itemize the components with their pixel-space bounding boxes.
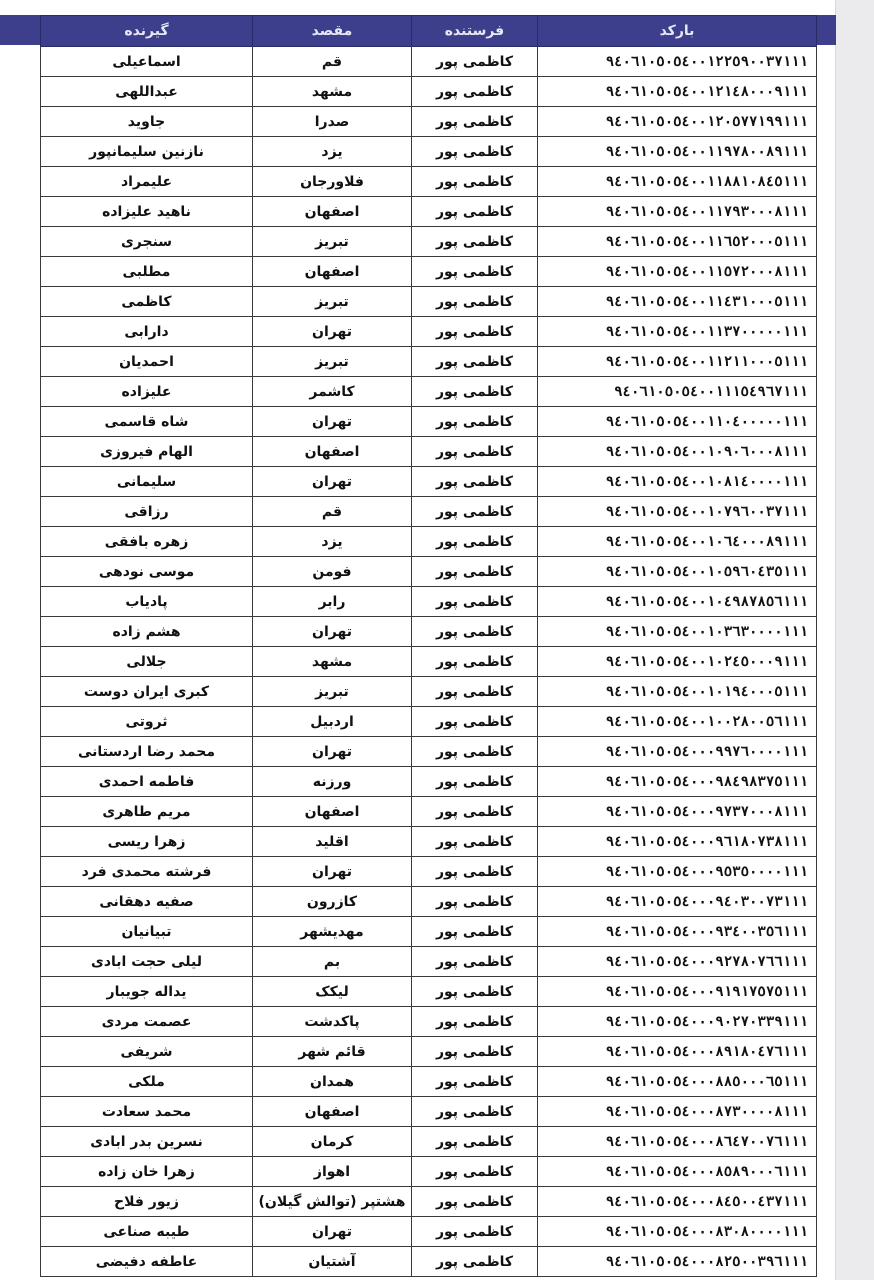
- cell-barcode: [538, 797, 817, 827]
- cell-sender: کاظمی پور: [412, 1247, 538, 1277]
- cell-sender: کاظمی پور: [412, 977, 538, 1007]
- cell-barcode: [538, 437, 817, 467]
- table-row: [41, 137, 817, 167]
- table-row: [41, 1157, 817, 1187]
- cell-barcode: [538, 317, 817, 347]
- barcode-text: ۹٤٠٦١٠٥٠٥٤٠٠٠۹۹٧٦٠٠٠٠١١١: [605, 743, 808, 760]
- cell-receiver: نسرین بدر ابادی: [41, 1127, 253, 1157]
- barcode-text: ۹٤٠٦١٠٥٠٥٤٠٠٠٨٤٥٠٠٤٣٧١١١: [605, 1193, 808, 1210]
- cell-sender: کاظمی پور: [412, 1187, 538, 1217]
- cell-receiver: عصمت مردی: [41, 1007, 253, 1037]
- barcode-text: ۹٤٠٦١٠٥٠٥٤٠٠١٠٧۹٦٠٠٣٧١١١: [605, 503, 808, 520]
- table-row: [41, 467, 817, 497]
- cell-destination: اصفهان: [253, 797, 412, 827]
- shipment-table: [40, 15, 817, 1277]
- cell-receiver: دارابی: [41, 317, 253, 347]
- cell-receiver: کبری ایران دوست: [41, 677, 253, 707]
- cell-sender: کاظمی پور: [412, 287, 538, 317]
- table-row: [41, 497, 817, 527]
- cell-destination: اقلید: [253, 827, 412, 857]
- cell-destination: یزد: [253, 527, 412, 557]
- cell-sender: کاظمی پور: [412, 1097, 538, 1127]
- table-row: [41, 1067, 817, 1097]
- header-row: [41, 16, 817, 47]
- cell-destination: کرمان: [253, 1127, 412, 1157]
- cell-destination: فومن: [253, 557, 412, 587]
- barcode-text: ۹٤٠٦١٠٥٠٥٤٠٠١٠۹٠٦٠٠٠٨١١١: [605, 443, 808, 460]
- cell-barcode: [538, 647, 817, 677]
- cell-sender: کاظمی پور: [412, 317, 538, 347]
- cell-barcode: [538, 857, 817, 887]
- cell-barcode: [538, 467, 817, 497]
- cell-destination: مشهد: [253, 77, 412, 107]
- table-row: [41, 407, 817, 437]
- barcode-text: ۹٤٠٦١٠٥٠٥٤٠٠١١٤٣١٠٠٠٥١١١: [605, 293, 808, 310]
- cell-barcode: [538, 677, 817, 707]
- cell-destination: اصفهان: [253, 257, 412, 287]
- barcode-text: ۹٤٠٦١٠٥٠٥٤٠٠٠۹٣٤٠٠٣٥٦١١١: [605, 923, 808, 940]
- cell-sender: کاظمی پور: [412, 497, 538, 527]
- cell-destination: تبریز: [253, 347, 412, 377]
- cell-destination: تهران: [253, 467, 412, 497]
- cell-receiver: احمدیان: [41, 347, 253, 377]
- cell-sender: کاظمی پور: [412, 647, 538, 677]
- cell-destination: مشهد: [253, 647, 412, 677]
- table-row: [41, 347, 817, 377]
- table-row: [41, 557, 817, 587]
- barcode-text: ۹٤٠٦١٠٥٠٥٤٠٠١٠٢٤٥٠٠٠٩١١١: [605, 653, 808, 670]
- cell-receiver: کاظمی: [41, 287, 253, 317]
- cell-destination: بم: [253, 947, 412, 977]
- table-row: [41, 587, 817, 617]
- barcode-text: ۹٤٠٦١٠٥٠٥٤٠٠١٠٣٦٣٠٠٠٠١١١: [605, 623, 808, 640]
- cell-receiver: موسی نودهی: [41, 557, 253, 587]
- cell-receiver: ملکی: [41, 1067, 253, 1097]
- cell-destination: تبریز: [253, 677, 412, 707]
- cell-receiver: لیلی حجت ابادی: [41, 947, 253, 977]
- table-row: [41, 437, 817, 467]
- barcode-text: ۹٤٠٦١٠٥٠٥٤٠٠٠٨٣٠٨٠٠٠٠١١١: [605, 1223, 808, 1240]
- cell-receiver: علیمراد: [41, 167, 253, 197]
- cell-barcode: [538, 1007, 817, 1037]
- cell-destination: رابر: [253, 587, 412, 617]
- cell-barcode: [538, 977, 817, 1007]
- cell-receiver: زهره بافقی: [41, 527, 253, 557]
- header-destination: مقصد: [253, 16, 412, 47]
- cell-sender: کاظمی پور: [412, 827, 538, 857]
- cell-sender: کاظمی پور: [412, 857, 538, 887]
- cell-barcode: [538, 1247, 817, 1277]
- cell-receiver: ناهید علیزاده: [41, 197, 253, 227]
- cell-barcode: [538, 1037, 817, 1067]
- barcode-text: ۹٤٠٦١٠٥٠٥٤٠٠١١٥٧٢٠٠٠٨١١١: [605, 263, 808, 280]
- cell-sender: کاظمی پور: [412, 947, 538, 977]
- cell-receiver: هشم زاده: [41, 617, 253, 647]
- cell-destination: اصفهان: [253, 1097, 412, 1127]
- cell-barcode: [538, 1067, 817, 1097]
- cell-destination: تهران: [253, 1217, 412, 1247]
- cell-barcode: [538, 617, 817, 647]
- barcode-text: ۹٤٠٦١٠٥٠٥٤٠٠١١٢١١٠٠٠٥١١١: [605, 353, 808, 370]
- barcode-text: ۹٤٠٦١٠٥٠٥٤٠٠٠۹٥٣٥٠٠٠٠١١١: [605, 863, 808, 880]
- cell-receiver: مریم طاهری: [41, 797, 253, 827]
- cell-barcode: [538, 587, 817, 617]
- cell-barcode: [538, 137, 817, 167]
- table-row: [41, 527, 817, 557]
- cell-destination: کاشمر: [253, 377, 412, 407]
- cell-receiver: محمد سعادت: [41, 1097, 253, 1127]
- cell-destination: صدرا: [253, 107, 412, 137]
- table-row: [41, 227, 817, 257]
- barcode-text: ۹٤٠٦١٠٥٠٥٤٠٠٠٨٥٨۹٠٠٠٦١١١: [605, 1163, 808, 1180]
- cell-destination: اهواز: [253, 1157, 412, 1187]
- cell-sender: کاظمی پور: [412, 167, 538, 197]
- cell-barcode: [538, 917, 817, 947]
- cell-receiver: علیزاده: [41, 377, 253, 407]
- cell-sender: کاظمی پور: [412, 887, 538, 917]
- cell-barcode: [538, 737, 817, 767]
- cell-receiver: جاوید: [41, 107, 253, 137]
- cell-sender: کاظمی پور: [412, 1157, 538, 1187]
- table-row: [41, 857, 817, 887]
- barcode-text: ۹٤٠٦١٠٥٠٥٤٠٠٠۹٢٧٨٠٧٦٦١١١: [605, 953, 808, 970]
- cell-sender: کاظمی پور: [412, 377, 538, 407]
- cell-destination: تهران: [253, 407, 412, 437]
- cell-barcode: [538, 557, 817, 587]
- table-row: [41, 1007, 817, 1037]
- cell-barcode: [538, 1157, 817, 1187]
- cell-receiver: صفیه دهقانی: [41, 887, 253, 917]
- cell-destination: تهران: [253, 857, 412, 887]
- table-row: [41, 317, 817, 347]
- barcode-text: ۹٤٠٦١٠٥٠٥٤٠٠٠۹٠٢٧٠٣٣۹١١١: [605, 1013, 808, 1030]
- table-row: [41, 47, 817, 77]
- cell-receiver: زیور فلاح: [41, 1187, 253, 1217]
- cell-barcode: [538, 527, 817, 557]
- table-row: [41, 677, 817, 707]
- table-row: [41, 167, 817, 197]
- cell-sender: کاظمی پور: [412, 767, 538, 797]
- barcode-text: ۹٤٠٦١٠٥٠٥٤٠٠٠٨٧٣٠٠٠٠٨١١١: [605, 1103, 808, 1120]
- barcode-text: ۹٤٠٦١٠٥٠٥٤٠٠٠۹٦١٨٠٧٣٨١١١: [605, 833, 808, 850]
- barcode-text: ۹٤٠٦١٠٥٠٥٤٠٠١٠٥۹٦٠٤٣٥١١١: [605, 563, 808, 580]
- barcode-text: ۹٤٠٦١٠٥٠٥٤٠٠١١٨٨١٠٨٤٥١١١: [605, 173, 808, 190]
- cell-barcode: [538, 497, 817, 527]
- barcode-text: ۹٤٠٦١٠٥٠٥٤٠٠١١٦٥٢٠٠٠٥١١١: [605, 233, 808, 250]
- cell-destination: مهدیشهر: [253, 917, 412, 947]
- barcode-text: ۹٤٠٦١٠٥٠٥٤٠٠١١١٥٤٩٦٧١١١: [614, 383, 808, 400]
- cell-receiver: مطلبی: [41, 257, 253, 287]
- cell-destination: قم: [253, 47, 412, 77]
- table-row: [41, 1187, 817, 1217]
- cell-barcode: [538, 887, 817, 917]
- page-margin: [835, 0, 874, 1280]
- cell-receiver: عبداللهی: [41, 77, 253, 107]
- table-row: [41, 257, 817, 287]
- barcode-text: ۹٤٠٦١٠٥٠٥٤٠٠١١٣٧٠٠٠٠٠١١١: [605, 323, 808, 340]
- cell-sender: کاظمی پور: [412, 677, 538, 707]
- header-sender: فرستنده: [412, 16, 538, 47]
- cell-destination: ورزنه: [253, 767, 412, 797]
- cell-barcode: [538, 77, 817, 107]
- table-row: [41, 1097, 817, 1127]
- barcode-text: ۹٤٠٦١٠٥٠٥٤٠٠١٠٤۹٨٧٨٥٦١١١: [605, 593, 808, 610]
- cell-destination: اصفهان: [253, 197, 412, 227]
- table-row: [41, 797, 817, 827]
- cell-destination: قم: [253, 497, 412, 527]
- cell-sender: کاظمی پور: [412, 197, 538, 227]
- cell-barcode: [538, 47, 817, 77]
- cell-receiver: محمد رضا اردستانی: [41, 737, 253, 767]
- cell-destination: تبریز: [253, 227, 412, 257]
- cell-sender: کاظمی پور: [412, 1007, 538, 1037]
- cell-sender: کاظمی پور: [412, 347, 538, 377]
- cell-barcode: [538, 197, 817, 227]
- cell-destination: تهران: [253, 737, 412, 767]
- table-row: [41, 617, 817, 647]
- cell-destination: فلاورجان: [253, 167, 412, 197]
- cell-sender: کاظمی پور: [412, 257, 538, 287]
- table-row: [41, 377, 817, 407]
- cell-receiver: اسماعیلی: [41, 47, 253, 77]
- barcode-text: ۹٤٠٦١٠٥٠٥٤٠٠١١٩٧٨٠٠٨٩١١١: [605, 143, 808, 160]
- cell-receiver: الهام فیروزی: [41, 437, 253, 467]
- barcode-text: ۹٤٠٦١٠٥٠٥٤٠٠٠۹٧٣٧٠٠٠٨١١١: [605, 803, 808, 820]
- cell-sender: کاظمی پور: [412, 1127, 538, 1157]
- cell-barcode: [538, 227, 817, 257]
- cell-barcode: [538, 407, 817, 437]
- table-row: [41, 647, 817, 677]
- cell-barcode: [538, 1217, 817, 1247]
- cell-destination: کازرون: [253, 887, 412, 917]
- cell-receiver: طیبه صناعی: [41, 1217, 253, 1247]
- cell-receiver: عاطفه دفیضی: [41, 1247, 253, 1277]
- cell-destination: اصفهان: [253, 437, 412, 467]
- cell-sender: کاظمی پور: [412, 557, 538, 587]
- cell-receiver: یداله جویبار: [41, 977, 253, 1007]
- table-row: [41, 107, 817, 137]
- cell-receiver: تبیانیان: [41, 917, 253, 947]
- cell-destination: آشتیان: [253, 1247, 412, 1277]
- cell-sender: کاظمی پور: [412, 437, 538, 467]
- table-row: [41, 1247, 817, 1277]
- cell-receiver: سلیمانی: [41, 467, 253, 497]
- cell-barcode: [538, 827, 817, 857]
- cell-destination: تهران: [253, 317, 412, 347]
- table-row: [41, 737, 817, 767]
- cell-barcode: [538, 377, 817, 407]
- cell-sender: کاظمی پور: [412, 1217, 538, 1247]
- barcode-text: ۹٤٠٦١٠٥٠٥٤٠٠١٢١٤٨٠٠٠٩١١١: [605, 83, 808, 100]
- barcode-text: ۹٤٠٦١٠٥٠٥٤٠٠٠۹١۹١٧٥٧٥١١١: [605, 983, 808, 1000]
- cell-sender: کاظمی پور: [412, 527, 538, 557]
- table-row: [41, 1037, 817, 1067]
- cell-barcode: [538, 1127, 817, 1157]
- cell-sender: کاظمی پور: [412, 227, 538, 257]
- cell-sender: کاظمی پور: [412, 137, 538, 167]
- cell-destination: لیکک: [253, 977, 412, 1007]
- cell-barcode: [538, 167, 817, 197]
- cell-barcode: [538, 287, 817, 317]
- cell-barcode: [538, 947, 817, 977]
- barcode-text: ۹٤٠٦١٠٥٠٥٤٠٠١٢٠٥٧٧١٩٩١١١: [605, 113, 808, 130]
- barcode-text: ۹٤٠٦١٠٥٠٥٤٠٠١٢٢٥٩٠٠٣٧١١١: [605, 53, 808, 70]
- cell-receiver: فاطمه احمدی: [41, 767, 253, 797]
- cell-barcode: [538, 347, 817, 377]
- cell-receiver: پادیاب: [41, 587, 253, 617]
- cell-sender: کاظمی پور: [412, 77, 538, 107]
- cell-destination: هشتپر (توالش گیلان): [253, 1187, 412, 1217]
- cell-sender: کاظمی پور: [412, 917, 538, 947]
- table-body: [41, 47, 817, 1277]
- cell-receiver: شاه قاسمی: [41, 407, 253, 437]
- table-row: [41, 197, 817, 227]
- cell-destination: همدان: [253, 1067, 412, 1097]
- cell-receiver: جلالی: [41, 647, 253, 677]
- barcode-text: ۹٤٠٦١٠٥٠٥٤٠٠٠٨۹١٨٠٤٧٦١١١: [605, 1043, 808, 1060]
- barcode-text: ۹٤٠٦١٠٥٠٥٤٠٠١١٠٤٠٠٠٠٠١١١: [605, 413, 808, 430]
- cell-destination: قائم شهر: [253, 1037, 412, 1067]
- cell-receiver: رزاقی: [41, 497, 253, 527]
- barcode-text: ۹٤٠٦١٠٥٠٥٤٠٠٠٨٦٤٧٠٠٧٦١١١: [605, 1133, 808, 1150]
- cell-receiver: سنجری: [41, 227, 253, 257]
- cell-destination: تهران: [253, 617, 412, 647]
- cell-sender: کاظمی پور: [412, 1067, 538, 1097]
- table-row: [41, 767, 817, 797]
- cell-barcode: [538, 107, 817, 137]
- table-row: [41, 287, 817, 317]
- cell-sender: کاظمی پور: [412, 797, 538, 827]
- barcode-text: ۹٤٠٦١٠٥٠٥٤٠٠١٠٦٤٠٠٠٨٩١١١: [605, 533, 808, 550]
- cell-barcode: [538, 1187, 817, 1217]
- cell-sender: کاظمی پور: [412, 737, 538, 767]
- header-barcode: بارکد: [538, 16, 817, 47]
- table-row: [41, 827, 817, 857]
- cell-sender: کاظمی پور: [412, 1037, 538, 1067]
- cell-destination: تبریز: [253, 287, 412, 317]
- cell-sender: کاظمی پور: [412, 107, 538, 137]
- table-row: [41, 977, 817, 1007]
- table-row: [41, 887, 817, 917]
- table-row: [41, 917, 817, 947]
- barcode-text: ۹٤٠٦١٠٥٠٥٤٠٠٠٨٢٥٠٠٣۹٦١١١: [605, 1253, 808, 1270]
- table-row: [41, 707, 817, 737]
- cell-receiver: نازنین سلیمانپور: [41, 137, 253, 167]
- table-row: [41, 1217, 817, 1247]
- cell-sender: کاظمی پور: [412, 617, 538, 647]
- cell-barcode: [538, 257, 817, 287]
- cell-receiver: زهرا ریسی: [41, 827, 253, 857]
- cell-receiver: فرشته محمدی فرد: [41, 857, 253, 887]
- cell-barcode: [538, 767, 817, 797]
- cell-destination: پاکدشت: [253, 1007, 412, 1037]
- table-header: [41, 16, 817, 47]
- cell-destination: اردبیل: [253, 707, 412, 737]
- table-row: [41, 947, 817, 977]
- header-receiver: گیرنده: [41, 16, 253, 47]
- cell-sender: کاظمی پور: [412, 707, 538, 737]
- table-row: [41, 77, 817, 107]
- cell-receiver: شریفی: [41, 1037, 253, 1067]
- cell-barcode: [538, 707, 817, 737]
- barcode-text: ۹٤٠٦١٠٥٠٥٤٠٠٠۹٨٤۹٨٣٧٥١١١: [605, 773, 808, 790]
- cell-receiver: ثروتی: [41, 707, 253, 737]
- barcode-text: ۹٤٠٦١٠٥٠٥٤٠٠١٠٠٢٨٠٠٥٦١١١: [605, 713, 808, 730]
- barcode-text: ۹٤٠٦١٠٥٠٥٤٠٠١٠١۹٤٠٠٠٥١١١: [605, 683, 808, 700]
- cell-receiver: زهرا خان زاده: [41, 1157, 253, 1187]
- cell-sender: کاظمی پور: [412, 407, 538, 437]
- cell-sender: کاظمی پور: [412, 47, 538, 77]
- barcode-text: ۹٤٠٦١٠٥٠٥٤٠٠٠۹٤٠٣٠٠٧٣١١١: [605, 893, 808, 910]
- barcode-text: ۹٤٠٦١٠٥٠٥٤٠٠١١٧۹٣٠٠٠٨١١١: [605, 203, 808, 220]
- cell-destination: یزد: [253, 137, 412, 167]
- cell-sender: کاظمی پور: [412, 587, 538, 617]
- barcode-text: ۹٤٠٦١٠٥٠٥٤٠٠٠٨٨٥٠٠٠٦٥١١١: [605, 1073, 808, 1090]
- barcode-text: ۹٤٠٦١٠٥٠٥٤٠٠١٠٨١٤٠٠٠٠١١١: [605, 473, 808, 490]
- cell-barcode: [538, 1097, 817, 1127]
- table-row: [41, 1127, 817, 1157]
- cell-sender: کاظمی پور: [412, 467, 538, 497]
